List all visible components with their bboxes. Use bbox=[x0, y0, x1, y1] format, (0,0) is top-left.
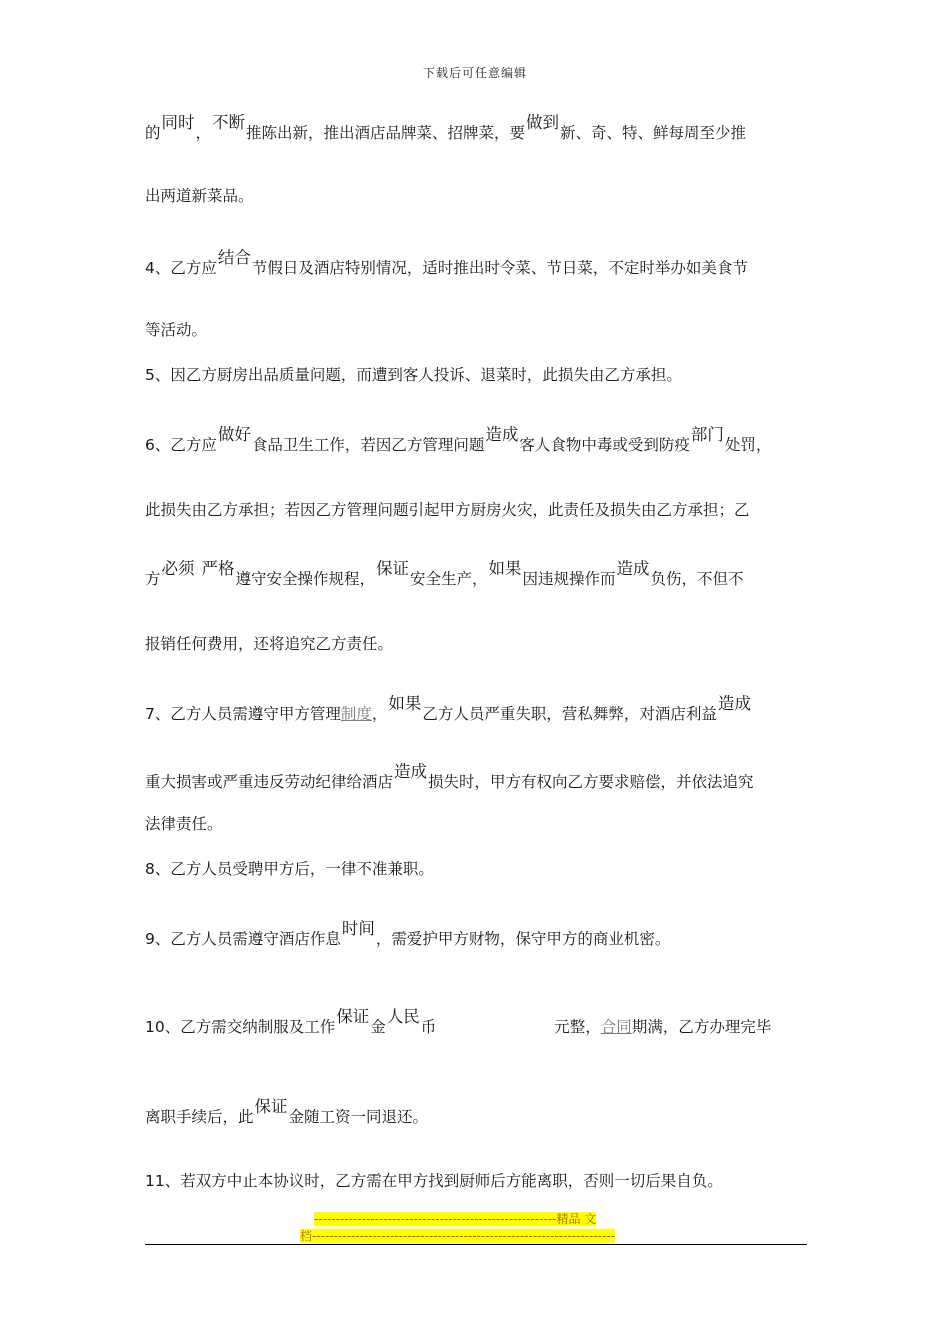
regulation-link[interactable]: 制度 bbox=[340, 705, 372, 723]
text-segment: ，需爱护甲方财物，保守甲方的商业机密。 bbox=[375, 930, 671, 948]
clause-8 bbox=[145, 862, 815, 878]
inserted-word: 保证 bbox=[375, 559, 409, 578]
footer-line-1: --------------------------------------------------------精品 文 bbox=[314, 1212, 597, 1226]
clause-number: 10 bbox=[145, 1018, 165, 1036]
inserted-word: 造成 bbox=[394, 762, 428, 781]
clause-6-line-4: 报销任何费用，还将追究乙方责任。 bbox=[145, 635, 394, 653]
clause-6-line-3 bbox=[145, 559, 815, 588]
text-segment: 损失时，甲方有权向乙方要求赔偿，并依法追究 bbox=[428, 773, 754, 791]
footer-line-2: 档---------------------------------------------------------------------- bbox=[300, 1229, 616, 1243]
text-segment: 、乙方应 bbox=[154, 259, 217, 277]
inserted-word: 保证 bbox=[254, 1097, 288, 1116]
inserted-word: 严格 bbox=[201, 559, 235, 578]
inserted-word: 保证 bbox=[336, 1007, 370, 1026]
inserted-word: 做到 bbox=[526, 113, 560, 132]
text-segment: 金随工资一同退还。 bbox=[288, 1108, 429, 1126]
clause-6-line-1 bbox=[145, 425, 815, 454]
text-segment: 期满，乙方办理完毕 bbox=[631, 1018, 772, 1036]
inserted-word: 部门 bbox=[690, 425, 724, 444]
text-segment: 新、奇、特、鲜每周至少推 bbox=[560, 124, 747, 142]
clause-number: 6 bbox=[145, 436, 155, 454]
text-segment: 乙方人员严重失职，营私舞弊，对酒店利益 bbox=[422, 705, 717, 723]
text-segment: 、乙方人员需遵守甲方管理 bbox=[154, 705, 341, 723]
clause-11 bbox=[145, 1174, 815, 1190]
clause-4-line-1 bbox=[145, 248, 815, 277]
inserted-word: 造成 bbox=[616, 559, 650, 578]
clause-number: 11 bbox=[145, 1172, 165, 1190]
text-segment: ， bbox=[371, 705, 388, 723]
clause-number: 5 bbox=[145, 366, 155, 384]
text-segment: 方 bbox=[145, 570, 161, 588]
footer-divider bbox=[145, 1244, 807, 1245]
text-segment: 推陈出新，推出酒店品牌菜、招牌菜，要 bbox=[246, 124, 526, 142]
inserted-word: 做好 bbox=[217, 425, 251, 444]
text-segment: 遵守安全操作规程， bbox=[235, 570, 375, 588]
text-segment: 食品卫生工作，若因乙方管理问题 bbox=[251, 436, 485, 454]
text-segment: 节假日及酒店特别情况，适时推出时令菜、节日菜，不定时举办如美食节 bbox=[251, 259, 748, 277]
clause-7-line-3: 法律责任。 bbox=[145, 815, 223, 833]
text-segment: 安全生产， bbox=[409, 570, 488, 588]
text-segment: ， bbox=[195, 124, 212, 142]
clause-6-line-2: 此损失由乙方承担；若因乙方管理问题引起甲方厨房火灾，此责任及损失由乙方承担；乙 bbox=[145, 501, 750, 519]
inserted-word: 必须 bbox=[161, 559, 195, 578]
paragraph-3-line-1 bbox=[145, 113, 815, 142]
inserted-word: 造成 bbox=[485, 425, 519, 444]
clause-5 bbox=[145, 368, 815, 384]
text-segment: 元整， bbox=[554, 1018, 601, 1036]
text-segment: 、若双方中止本协议时，乙方需在甲方找到厨师后方能离职，否则一切后果自负。 bbox=[164, 1172, 723, 1190]
inserted-word: 时间 bbox=[341, 919, 375, 938]
paragraph-3-line-2: 出两道新菜品。 bbox=[145, 187, 254, 205]
inserted-word: 不断 bbox=[212, 113, 246, 132]
text-segment: 离职手续后，此 bbox=[145, 1108, 254, 1126]
text-segment: 客人食物中毒或受到防疫 bbox=[519, 436, 690, 454]
inserted-word: 同时 bbox=[161, 113, 195, 132]
clause-7-line-1 bbox=[145, 694, 815, 723]
inserted-word: 人民 bbox=[386, 1007, 420, 1026]
text-segment: 、乙方应 bbox=[154, 436, 217, 454]
text-segment: 金 bbox=[370, 1018, 386, 1036]
clause-4-line-2: 等活动。 bbox=[145, 321, 208, 339]
text-segment: 、乙方需交纳制服及工作 bbox=[164, 1018, 336, 1036]
inserted-word: 如果 bbox=[388, 694, 422, 713]
contract-link[interactable]: 合同 bbox=[600, 1018, 632, 1036]
clause-number: 8 bbox=[145, 860, 155, 878]
text-segment: 重大损害或严重违反劳动纪律给酒店 bbox=[145, 773, 394, 791]
inserted-word: 造成 bbox=[717, 694, 751, 713]
clause-number: 9 bbox=[145, 930, 155, 948]
text-segment: 、乙方人员需遵守酒店作息 bbox=[154, 930, 341, 948]
clause-number: 7 bbox=[145, 705, 155, 723]
text-segment: 的 bbox=[145, 124, 161, 142]
clause-10-line-1 bbox=[145, 1007, 815, 1036]
inserted-word: 如果 bbox=[488, 559, 522, 578]
clause-7-line-2 bbox=[145, 762, 815, 791]
clause-9 bbox=[145, 919, 815, 948]
text-segment: 因违规操作而 bbox=[522, 570, 616, 588]
clause-10-line-2 bbox=[145, 1097, 815, 1126]
text-segment: 、因乙方厨房出品质量问题，而遭到客人投诉、退菜时，此损失由乙方承担。 bbox=[154, 366, 682, 384]
inserted-word: 结合 bbox=[217, 248, 251, 267]
text-segment: 、乙方人员受聘甲方后，一律不准兼职。 bbox=[154, 860, 434, 878]
footer-watermark bbox=[300, 1211, 652, 1245]
clause-number: 4 bbox=[145, 259, 155, 277]
text-segment: 币 bbox=[420, 1018, 437, 1036]
text-segment: 处罚， bbox=[724, 436, 772, 454]
text-segment: 负伤，不但不 bbox=[650, 570, 744, 588]
page-header-note: 下载后可任意编辑 bbox=[422, 66, 527, 80]
